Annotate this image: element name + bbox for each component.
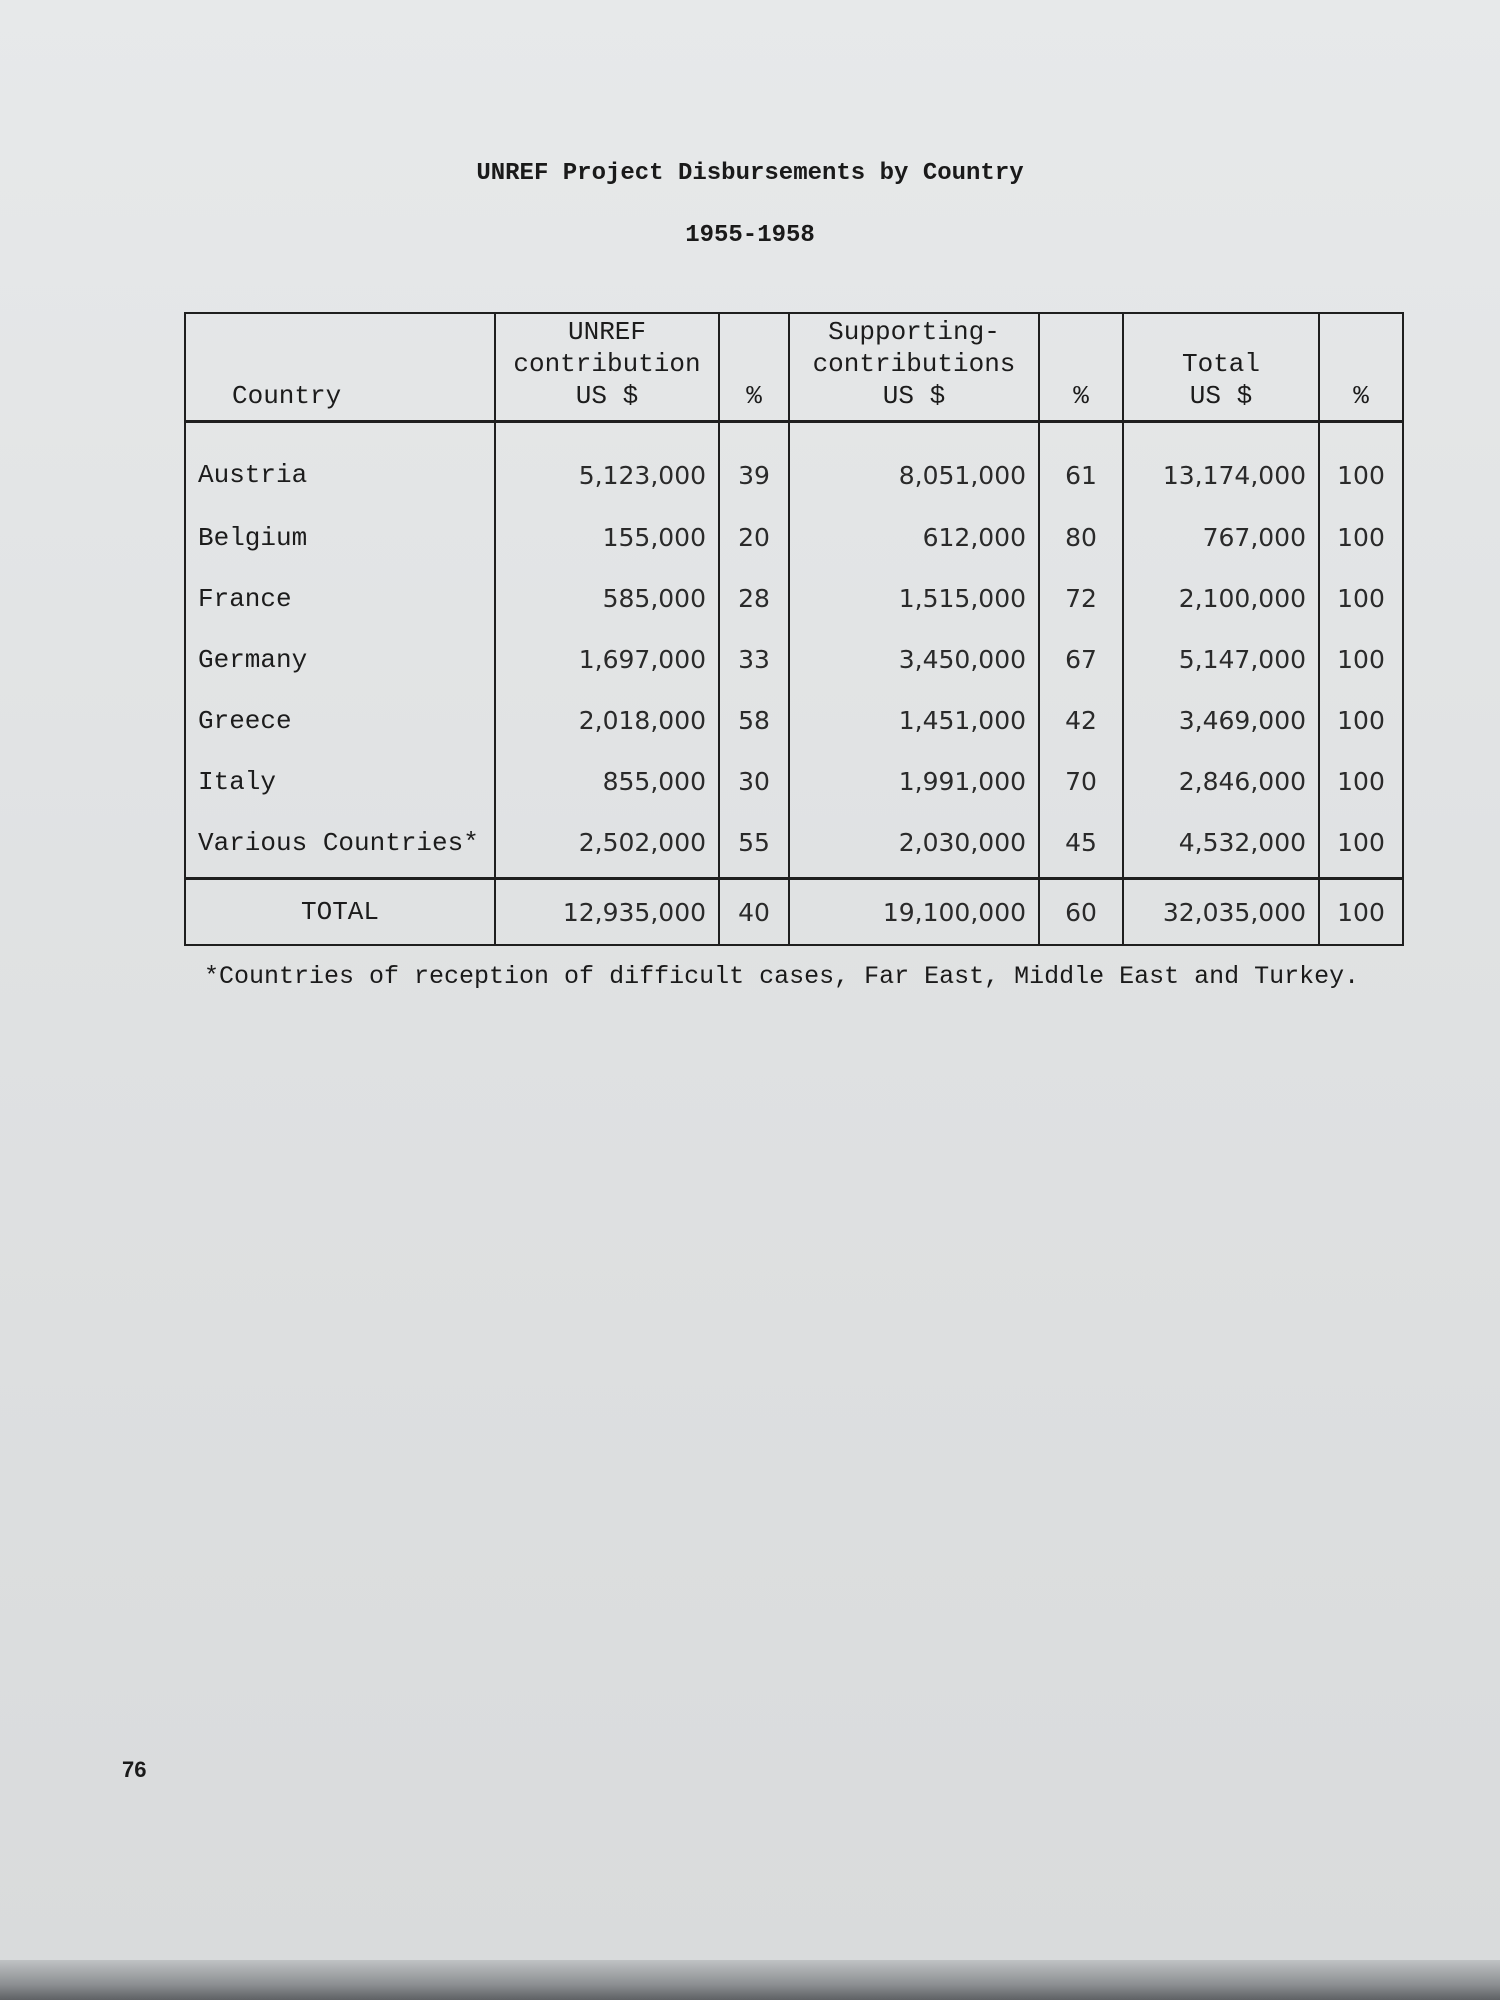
cell-supporting: 1,991,000 [789, 751, 1039, 812]
header-unref-percent: % [719, 313, 789, 422]
cell-unref-pct: 58 [719, 690, 789, 751]
header-total-line2: US $ [1189, 381, 1253, 411]
table-row [185, 751, 1403, 812]
cell-supporting-pct: 61 [1039, 422, 1123, 508]
page-edge-shadow [0, 1960, 1500, 2000]
cell-unref: 5,123,000 [495, 422, 719, 508]
table-row [185, 422, 1403, 508]
cell-total: 3,469,000 [1123, 690, 1319, 751]
cell-unref-pct: 20 [719, 507, 789, 568]
header-total [1123, 313, 1319, 422]
cell-supporting-pct: 72 [1039, 568, 1123, 629]
cell-supporting: 2,030,000 [789, 812, 1039, 879]
cell-total: 4,532,000 [1123, 812, 1319, 879]
cell-total-pct: 100 [1319, 507, 1403, 568]
table-total-row [185, 879, 1403, 946]
cell-supporting: 8,051,000 [789, 422, 1039, 508]
table-header-row [185, 313, 1403, 422]
header-unref-line3: US $ [575, 381, 639, 411]
document-subtitle: 1955-1958 [685, 222, 815, 249]
cell-unref: 2,502,000 [495, 812, 719, 879]
cell-country: Belgium [185, 507, 495, 568]
cell-country: Greece [185, 690, 495, 751]
cell-supporting: 1,451,000 [789, 690, 1039, 751]
table-row [185, 812, 1403, 879]
cell-total-pct: 100 [1319, 879, 1403, 946]
cell-country: Germany [185, 629, 495, 690]
cell-unref: 585,000 [495, 568, 719, 629]
cell-supporting-pct: 70 [1039, 751, 1123, 812]
cell-country: France [185, 568, 495, 629]
cell-total-pct: 100 [1319, 629, 1403, 690]
cell-supporting: 19,100,000 [789, 879, 1039, 946]
cell-country: Various Countries* [185, 812, 495, 879]
cell-total-pct: 100 [1319, 690, 1403, 751]
header-supp-line2: contributions [812, 349, 1016, 379]
cell-supporting-pct: 45 [1039, 812, 1123, 879]
cell-total: 2,846,000 [1123, 751, 1319, 812]
cell-total-pct: 100 [1319, 568, 1403, 629]
header-total-percent: % [1319, 313, 1403, 422]
cell-country: Austria [185, 422, 495, 508]
footnote: *Countries of reception of difficult cases, Far East, Middle East and Turkey. [204, 962, 1360, 991]
cell-country: Italy [185, 751, 495, 812]
cell-total-pct: 100 [1319, 422, 1403, 508]
table-row [185, 568, 1403, 629]
cell-supporting-pct: 80 [1039, 507, 1123, 568]
cell-unref: 1,697,000 [495, 629, 719, 690]
cell-total: 767,000 [1123, 507, 1319, 568]
cell-total: 32,035,000 [1123, 879, 1319, 946]
cell-unref: 2,018,000 [495, 690, 719, 751]
page-number: 76 [122, 1757, 147, 1782]
cell-supporting: 3,450,000 [789, 629, 1039, 690]
cell-total: 2,100,000 [1123, 568, 1319, 629]
header-supp-line3: US $ [882, 381, 946, 411]
header-total-line1: Total [1181, 349, 1260, 379]
header-unref-line2: contribution [513, 349, 701, 379]
cell-unref-pct: 30 [719, 751, 789, 812]
header-supporting-percent: % [1039, 313, 1123, 422]
document-title: UNREF Project Disbursements by Country [476, 160, 1024, 187]
disbursements-table [184, 312, 1404, 946]
cell-total-label: TOTAL [185, 879, 495, 946]
cell-total: 13,174,000 [1123, 422, 1319, 508]
header-supporting-contributions [789, 313, 1039, 422]
table-row [185, 690, 1403, 751]
cell-supporting: 612,000 [789, 507, 1039, 568]
table-row [185, 629, 1403, 690]
cell-unref-pct: 39 [719, 422, 789, 508]
cell-total-pct: 100 [1319, 812, 1403, 879]
cell-unref-pct: 55 [719, 812, 789, 879]
cell-supporting: 1,515,000 [789, 568, 1039, 629]
table-row [185, 507, 1403, 568]
cell-total-pct: 100 [1319, 751, 1403, 812]
cell-unref: 155,000 [495, 507, 719, 568]
cell-unref: 12,935,000 [495, 879, 719, 946]
header-country: Country [185, 313, 495, 422]
cell-unref-pct: 40 [719, 879, 789, 946]
cell-unref-pct: 33 [719, 629, 789, 690]
cell-supporting-pct: 60 [1039, 879, 1123, 946]
header-supp-line1: Supporting- [828, 317, 1000, 347]
cell-unref: 855,000 [495, 751, 719, 812]
cell-total: 5,147,000 [1123, 629, 1319, 690]
cell-unref-pct: 28 [719, 568, 789, 629]
header-unref-contribution [495, 313, 719, 422]
header-unref-line1: UNREF [567, 317, 646, 347]
cell-supporting-pct: 67 [1039, 629, 1123, 690]
cell-supporting-pct: 42 [1039, 690, 1123, 751]
